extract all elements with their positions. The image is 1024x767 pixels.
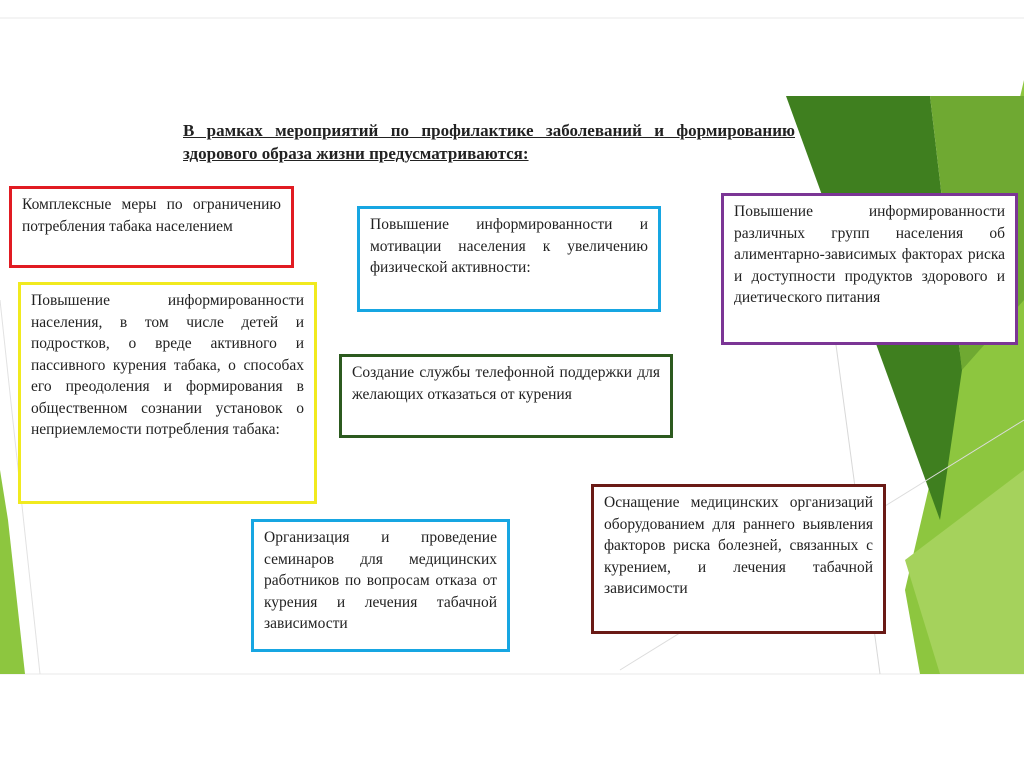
measure-box-tobacco-control: Комплексные меры по ограничению потребления табака населением [9, 186, 294, 268]
measure-box-physical-activity: Повышение информированности и мотивации населения к увеличению физической активности: [357, 206, 661, 312]
measure-box-medical-equipment: Оснащение медицинских организаций оборудованием для раннего выявления факторов риска болезней, связанных с курением, и лечения табачной зависимости [591, 484, 886, 634]
slide-title: В рамках мероприятий по профилактике заболеваний и формированию здорового образа жизни предусматриваются: [183, 121, 795, 163]
measure-box-medical-seminars: Организация и проведение семинаров для медицинских работников по вопросам отказа от курения и лечения табачной зависимости [251, 519, 510, 652]
measure-box-nutrition-awareness: Повышение информированности различных групп населения об алиментарно-зависимых факторах риска и доступности продуктов здорового и диетического питания [721, 193, 1018, 345]
measure-box-smoking-awareness: Повышение информированности населения, в том числе детей и подростков, о вреде активного и пассивного курения табака, о способах его преодоления и формирования в общественном сознании установок о неприемлемости потребления табака: [18, 282, 317, 504]
measure-box-phone-support: Создание службы телефонной поддержки для желающих отказаться от курения [339, 354, 673, 438]
